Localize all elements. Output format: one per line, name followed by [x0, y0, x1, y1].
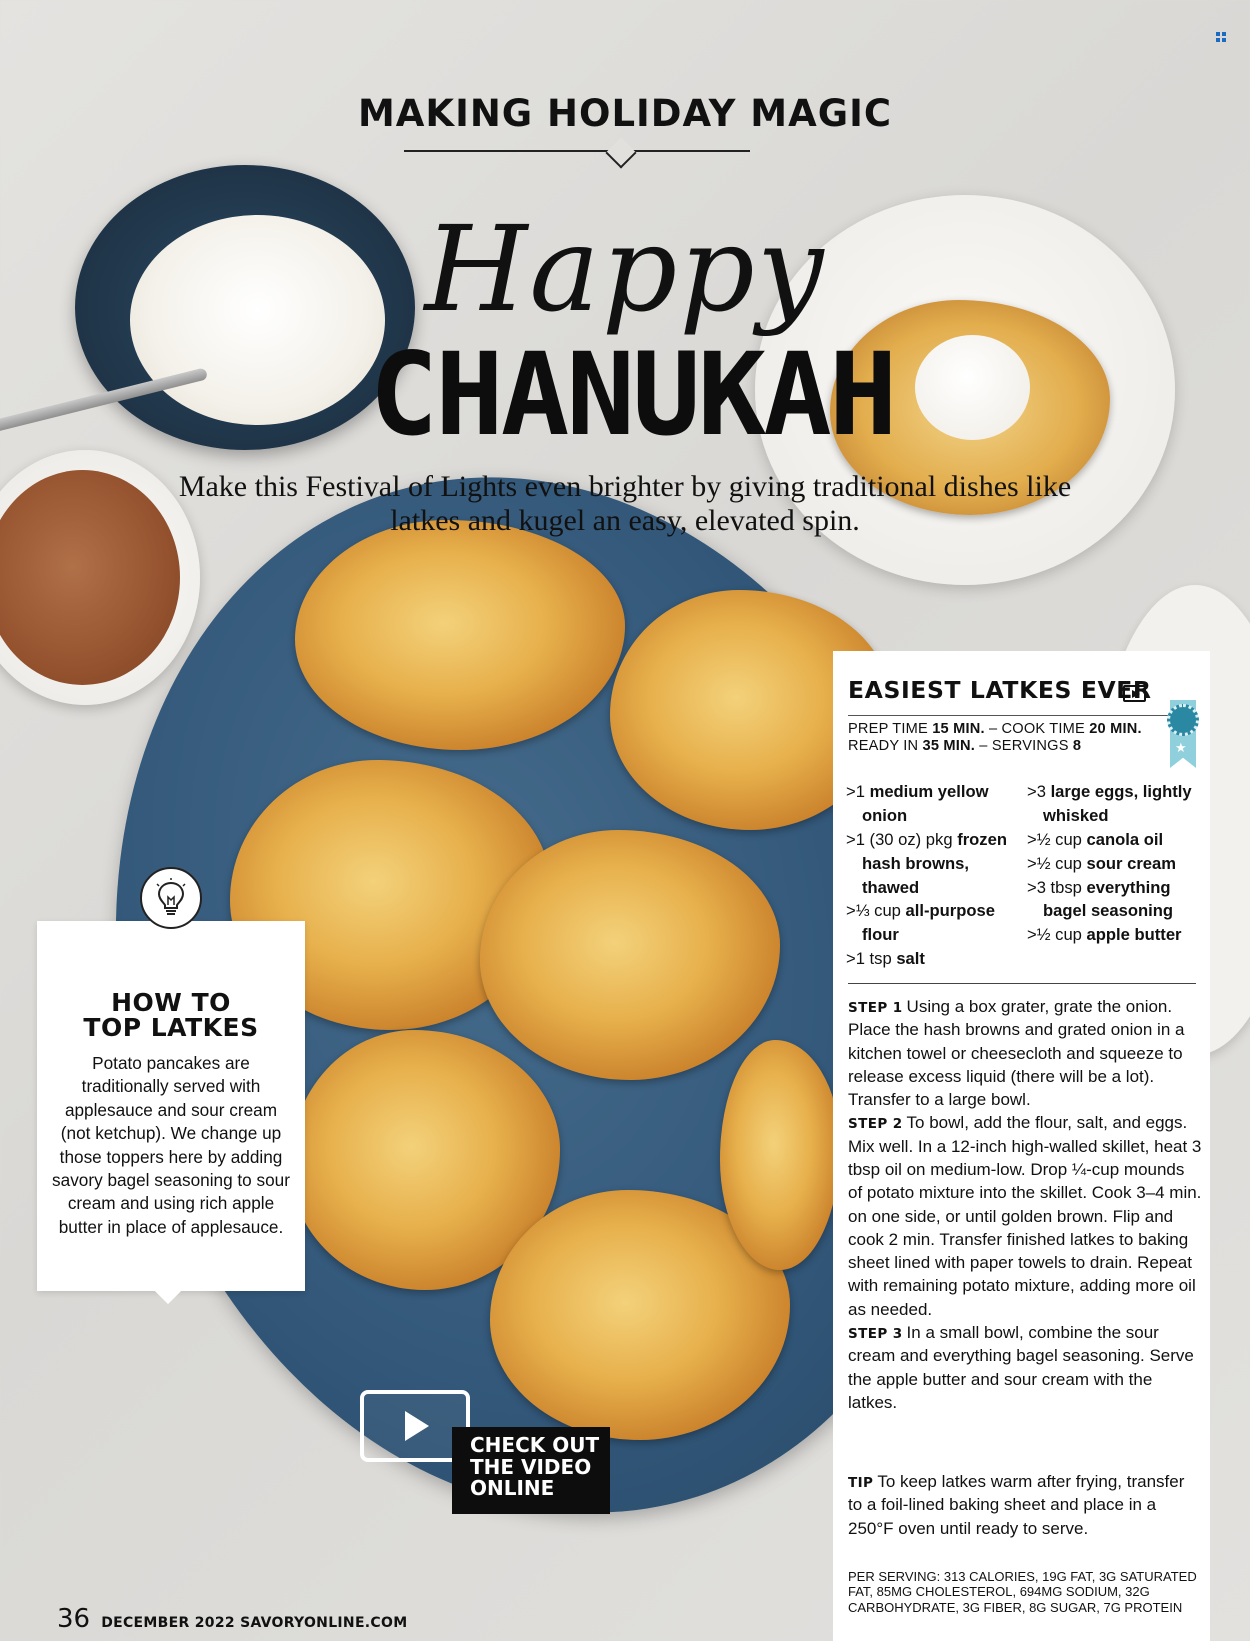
tip-label: TIP	[848, 1475, 874, 1491]
recipe-title: EASIEST LATKES EVER	[848, 676, 1152, 704]
topping-tip-title	[37, 990, 305, 1040]
ingredient-amount: 1	[855, 782, 865, 801]
recipe-step	[848, 1321, 1203, 1414]
intro-text: Make this Festival of Lights even brighter by giving traditional dishes like latkes and kugel an easy, elevated spin.	[178, 470, 1072, 537]
ingredient-amount: ½ cup	[1036, 853, 1082, 873]
page-number: 36	[57, 1604, 91, 1634]
topping-tip-title-line1: HOW TO	[111, 988, 231, 1017]
recipe-times	[848, 721, 1178, 755]
kicker-divider	[404, 150, 750, 152]
kicker-notch	[605, 137, 636, 168]
ingredient: >1 tsp salt	[846, 949, 925, 969]
ingredient: >1 medium yellow onion	[846, 782, 989, 825]
ingredient-name: frozen hash browns, thawed	[862, 829, 1007, 897]
cook-value: 20 MIN.	[1089, 721, 1142, 737]
ingredient-name: large eggs, lightly whisked	[1043, 782, 1192, 825]
step-label: STEP 2	[848, 1116, 903, 1133]
topping-tip-body: Potato pancakes are traditionally served with applesauce and sour cream (not ketchup). We change up those toppers here by adding savory bagel seasoning to sour cream and using rich apple butter in place of applesauce.	[52, 1053, 290, 1237]
ingredient-name: apple butter	[1086, 925, 1182, 945]
title-chanukah: CHANUKAH	[369, 328, 895, 461]
recipe-steps	[848, 995, 1203, 1414]
tip-text: To keep latkes warm after frying, transfer to a foil-lined baking sheet and place in a 250°F oven until ready to serve.	[848, 1472, 1185, 1538]
ingredients-divider	[848, 983, 1196, 984]
footer-text: DECEMBER 2022 SAVORYONLINE.COM	[101, 1615, 408, 1631]
prep-value: 15 MIN.	[932, 721, 985, 737]
ingredient: >⅓ cup all-purpose flour	[846, 901, 995, 945]
recipe-step	[848, 995, 1203, 1111]
section-kicker: MAKING HOLIDAY MAGIC	[357, 92, 893, 135]
ingredients-right	[1027, 780, 1212, 947]
video-callout-line1: CHECK OUT	[470, 1433, 600, 1457]
page-footer	[57, 1604, 407, 1634]
video-callout-line2: THE VIDEO	[470, 1454, 592, 1479]
ingredient: >3 tbsp everything bagel seasoning	[1027, 877, 1174, 921]
recipe-times-line2	[848, 738, 1178, 755]
corner-logo-icon	[1215, 31, 1227, 43]
cook-label: – COOK TIME	[988, 721, 1085, 737]
step-text: To bowl, add the flour, salt, and eggs. Mix well. In a 12-inch high-walled skillet, heat 3 tbsp oil on medium-low. Drop ¼-cup mounds of potato mixture into the skillet. Cook 3–4 min. on one side, or until golden brown. Flip and cook 2 min. Transfer finished latkes to baking sheet lined with paper towels to drain. Repeat with remaining potato mixture, adding more oil as needed.	[848, 1113, 1202, 1319]
step-label: STEP 3	[848, 1325, 903, 1342]
ingredient: >3 large eggs, lightly whisked	[1027, 782, 1192, 825]
star-icon: ★	[1175, 740, 1187, 755]
ingredient-amount: ½ cup	[1036, 925, 1082, 945]
ingredient: >1 (30 oz) pkg frozen hash browns, thawed	[846, 829, 1007, 897]
step-text: In a small bowl, combine the sour cream and everything bagel seasoning. Serve the apple butter and sour cream with the latkes.	[848, 1322, 1194, 1412]
ingredient-amount: ⅓ cup	[855, 901, 901, 921]
lightbulb-icon	[140, 867, 202, 929]
ingredient-amount: 1 (30 oz) pkg	[855, 829, 953, 849]
ingredient-name: canola oil	[1086, 829, 1164, 849]
step-text: Using a box grater, grate the onion. Place the hash browns and grated onion in a kitchen towel or cheesecloth and squeeze to release excess liquid (there will be a lot). Transfer to a large bowl.	[848, 997, 1185, 1110]
ingredient: >½ cup canola oil	[1027, 829, 1164, 849]
recipe-title-divider	[848, 715, 1168, 716]
ingredient-name: medium yellow onion	[862, 782, 989, 825]
ingredients-left	[846, 780, 1026, 971]
ingredient-name: sour cream	[1086, 853, 1177, 873]
ingredient-amount: ½ cup	[1036, 829, 1082, 849]
ingredient: >½ cup apple butter	[1027, 925, 1182, 945]
ingredient: >½ cup sour cream	[1027, 853, 1177, 873]
ingredient-amount: 3	[1036, 782, 1046, 801]
recipe-times-line1	[848, 721, 1178, 738]
recipe-tip	[848, 1470, 1203, 1540]
video-callout[interactable]	[452, 1427, 610, 1514]
step-label: STEP 1	[848, 1000, 903, 1016]
ingredient-name: all-purpose flour	[862, 901, 995, 945]
topping-tip-title-line2: TOP LATKES	[83, 1013, 259, 1042]
recipe-step	[848, 1111, 1203, 1321]
nutrition-info: PER SERVING: 313 CALORIES, 19G FAT, 3G SATURATED FAT, 85MG CHOLESTEROL, 694MG SODIUM, 32G CARBOHYDRATE, 3G FIBER, 8G SUGAR, 7G PROTEIN	[848, 1569, 1197, 1615]
ready-value: 35 MIN.	[922, 738, 976, 755]
ingredient-amount: 1 tsp	[855, 949, 892, 969]
servings-label: – SERVINGS	[979, 738, 1069, 755]
ingredient-name: salt	[896, 949, 925, 969]
ingredient-amount: 3 tbsp	[1036, 877, 1082, 897]
servings-value: 8	[1072, 738, 1082, 755]
title-happy: Happy	[424, 200, 826, 338]
ingredient-name: everything bagel seasoning	[1043, 877, 1174, 921]
prep-label: PREP TIME	[848, 721, 928, 737]
ready-label: READY IN	[848, 738, 919, 755]
video-play-icon[interactable]	[1123, 685, 1146, 702]
video-callout-line3: ONLINE	[470, 1476, 555, 1501]
